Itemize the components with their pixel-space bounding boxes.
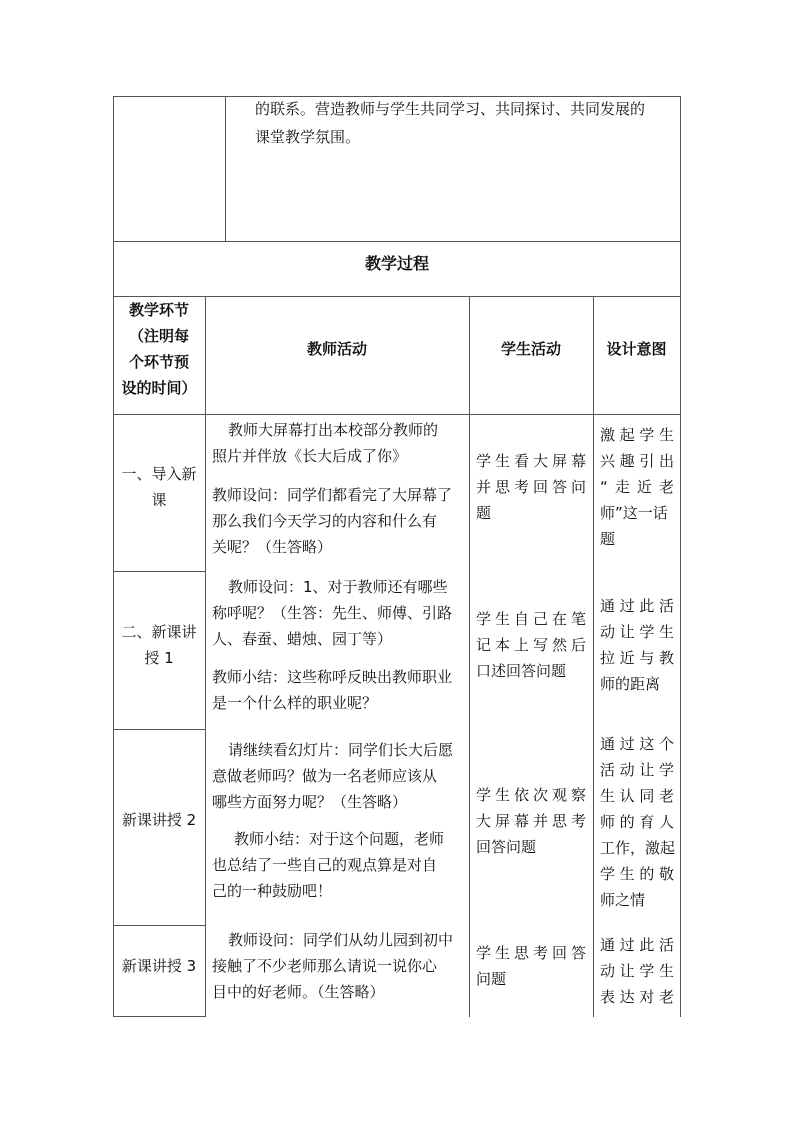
row4-teacher-line-1: 教师设问：同学们从幼儿园到初中 (228, 931, 454, 949)
row4-intent-line-1: 通过此活 (600, 936, 674, 954)
row1-intent-line-5: 题 (600, 530, 616, 548)
row2-teacher-line-5: 是一个什么样的职业呢？ (212, 694, 378, 712)
row2-teacher-line-4: 教师小结：这些称呼反映出教师职业 (212, 668, 453, 686)
row3-student-line-1: 学生依次观察 (476, 786, 586, 804)
row1-stage-line-2: 课 (151, 491, 167, 509)
top-row-line-1: 的联系。营造教师与学生共同学习、共同探讨、共同发展的 (255, 100, 646, 118)
header-stage-line-3: 个环节预 (128, 353, 189, 371)
row1-teacher-line-5: 关呢？（生答略） (212, 538, 333, 556)
row3-teacher-line-6: 己的一种鼓励吧！ (212, 882, 333, 900)
stage-column-divider (205, 296, 206, 1017)
row1-intent-line-4: 师”这一话 (600, 504, 668, 522)
row1-intent-line-2: 兴趣引出 (600, 452, 674, 470)
row1-student-line-2: 并思考回答问 (476, 478, 586, 496)
row3-teacher-line-4: 教师小结：对于这个问题，老师 (234, 830, 445, 848)
row4-stage-line-1: 新课讲授 3 (121, 957, 197, 975)
row3-teacher-line-1: 请继续看幻灯片：同学们长大后愿 (228, 741, 454, 759)
row2-intent-line-4: 师的距离 (600, 675, 661, 693)
row4-intent-line-3: 表达对老 (600, 988, 674, 1006)
row2-stage-line-2: 授 1 (144, 649, 174, 667)
row2-student-line-1: 学生自己在笔 (476, 610, 586, 628)
row4-teacher-line-2: 接触了不少老师那么请说一说你心 (212, 957, 438, 975)
row3-intent-line-2: 活动让学 (600, 761, 674, 779)
row2-student-line-3: 口述回答问题 (476, 662, 567, 680)
row3-teacher-line-3: 哪些方面努力呢？（生答略） (212, 793, 408, 811)
row1-student-line-3: 题 (476, 504, 492, 522)
header-stage-line-2: （注明每 (128, 327, 189, 345)
row2-intent-line-1: 通过此活 (600, 597, 674, 615)
row3-bottom-border (113, 925, 205, 926)
row2-teacher-line-2: 称呼呢？（生答：先生、师傅、引路 (212, 604, 453, 622)
header-student-activity: 学生活动 (500, 340, 561, 358)
header-stage-line-4: 设的时间） (121, 379, 197, 397)
row4-teacher-line-3: 目中的好老师。（生答略） (212, 983, 385, 1001)
student-column-divider (593, 296, 594, 1017)
row1-bottom-border (113, 571, 205, 572)
row3-stage-line-1: 新课讲授 2 (121, 811, 197, 829)
row4-intent-line-2: 动让学生 (600, 962, 674, 980)
top-row-divider (225, 96, 226, 241)
row1-intent-line-1: 激起学生 (600, 426, 674, 444)
row3-student-line-3: 回答问题 (476, 838, 537, 856)
row2-teacher-line-1: 教师设问：1、对于教师还有哪些 (228, 578, 448, 596)
row3-intent-line-7: 师之情 (600, 891, 646, 909)
row3-intent-line-3: 生认同老 (600, 787, 674, 805)
row4-student-line-1: 学生思考回答 (476, 944, 586, 962)
row1-teacher-line-3: 教师设问：同学们都看完了大屏幕了 (212, 486, 453, 504)
row3-intent-line-6: 学生的敬 (600, 865, 674, 883)
row3-intent-line-4: 师的育人 (600, 813, 674, 831)
row1-student-line-1: 学生看大屏幕 (476, 452, 586, 470)
header-teacher-activity: 教师活动 (306, 340, 367, 358)
top-row-line-2: 课堂教学氛围。 (255, 128, 361, 146)
table-right-border (680, 96, 681, 1017)
row2-student-line-2: 记本上写然后 (476, 636, 586, 654)
table-left-border (113, 96, 114, 1017)
row1-teacher-line-4: 那么我们今天学习的内容和什么有 (212, 512, 438, 530)
row4-student-line-2: 问题 (476, 970, 507, 988)
section-title: 教学过程 (364, 254, 429, 273)
row1-intent-line-3: “走近老 (600, 478, 674, 496)
teacher-column-divider (469, 296, 470, 1017)
header-design-intent: 设计意图 (606, 340, 667, 358)
row4-bottom-border (113, 1016, 205, 1017)
row2-teacher-line-3: 人、春蚕、蜡烛、园丁等） (212, 630, 393, 648)
row1-teacher-line-2: 照片并伴放《长大后成了你》 (212, 447, 408, 465)
row2-stage-line-1: 二、新课讲 (121, 623, 197, 641)
row2-intent-line-2: 动让学生 (600, 623, 674, 641)
header-bottom-border (113, 414, 681, 415)
row2-intent-line-3: 拉近与教 (600, 649, 674, 667)
row3-intent-line-1: 通过这个 (600, 735, 674, 753)
row1-teacher-line-1: 教师大屏幕打出本校部分教师的 (228, 421, 439, 439)
row3-intent-line-5: 工作，激起 (600, 839, 676, 857)
row3-student-line-2: 大屏幕并思考 (476, 812, 586, 830)
section-title-top-border (113, 241, 681, 242)
row3-teacher-line-5: 也总结了一些自己的观点算是对自 (212, 856, 438, 874)
row3-teacher-line-2: 意做老师吗？做为一名老师应该从 (212, 767, 438, 785)
row2-bottom-border (113, 729, 205, 730)
row1-stage-line-1: 一、导入新 (121, 465, 197, 483)
header-stage-line-1: 教学环节 (128, 301, 189, 319)
